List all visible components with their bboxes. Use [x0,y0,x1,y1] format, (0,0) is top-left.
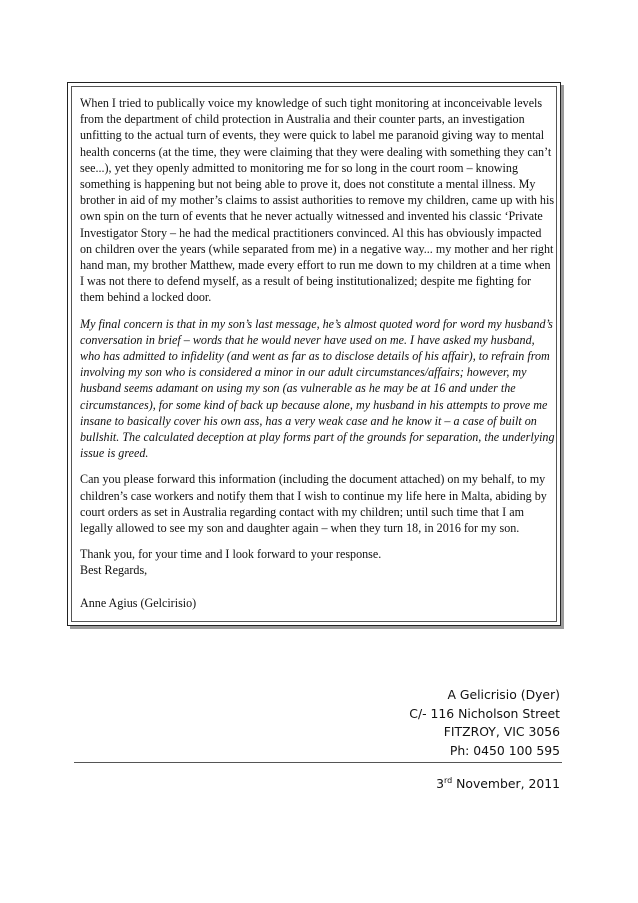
letter-paragraph-2: My final concern is that in my son’s last message, he’s almost quoted word for word my husband’s conversation in brief – words that he would never have used on me. I have asked my husband, who has admitted to infidelity (and went as far as to disclose details of his affair), to refrain from involving my son who is considered a minor in our adult circumstances/affairs; however, my husband seems adamant on using my son (as vulnerable as he may be at 16 and under the circumstances), for some kind of back up because alone, my husband in his attempts to prove me insane to basically cover his own ass, has a very weak case and he know it – a case of built on bullshit. The calculated deception at play forms part of the grounds for separation, the underlying issue is greed. [80,316,555,461]
closing-regards: Best Regards, [80,563,148,578]
date-rest: November, 2011 [452,776,560,791]
date-day: 3 [436,776,444,791]
date-ordinal: rd [443,775,453,785]
letter-paragraph-1: When I tried to publically voice my knowledge of such tight monitoring at inconceivable levels from the department of child protection in Australia and their counter parts, an investigation unfitting to the actual turn of events, they were quick to label me paranoid giving way to mental health concerns (at the time, they were claiming that they were dealing with something they can’t see...), yet they openly admitted to monitoring me for so long in the court room – knowing something is happening but not being able to prove it, does not constitute a mental illness. My brother in aid of my mother’s claims to assist authorities to remove my children, came up with his own spin on the turn of events that he never actually witnessed and invented his classic ‘Private Investigator Story – he had the medical practitioners convinced. Al this has obviously impacted on children over the years (while separated from me) in a negative way... my mother and her right hand man, my brother Matthew, made every effort to run me down to my children at a time when I was not there to defend myself, as a result of being institutionalized; despite me fighting for them behind a locked door. [80,96,555,305]
sender-phone: Ph: 0450 100 595 [449,742,560,758]
sender-street: C/- 116 Nicholson Street [409,705,560,721]
letter-signature: Anne Agius (Gelcirisio) [80,595,197,610]
horizontal-divider [74,762,562,763]
letter-body [80,95,556,611]
sender-address [409,686,560,760]
sender-city: FITZROY, VIC 3056 [443,724,560,739]
letter-date [436,776,560,791]
sender-name: A Gelicrisio (Dyer) [447,687,560,702]
closing-thanks: Thank you, for your time and I look forward to your response. [80,547,382,562]
letter-frame [67,82,561,626]
letter-paragraph-3: Can you please forward this information (including the document attached) on my behalf, to my children’s case workers and notify them that I wish to continue my life here in Malta, abiding by court orders as set in Australia regarding contact with my children; until such time that I am legally allowed to see my son and daughter again – when they turn 18, in 2016 for my son. [80,472,547,536]
letter-closing [80,546,556,578]
